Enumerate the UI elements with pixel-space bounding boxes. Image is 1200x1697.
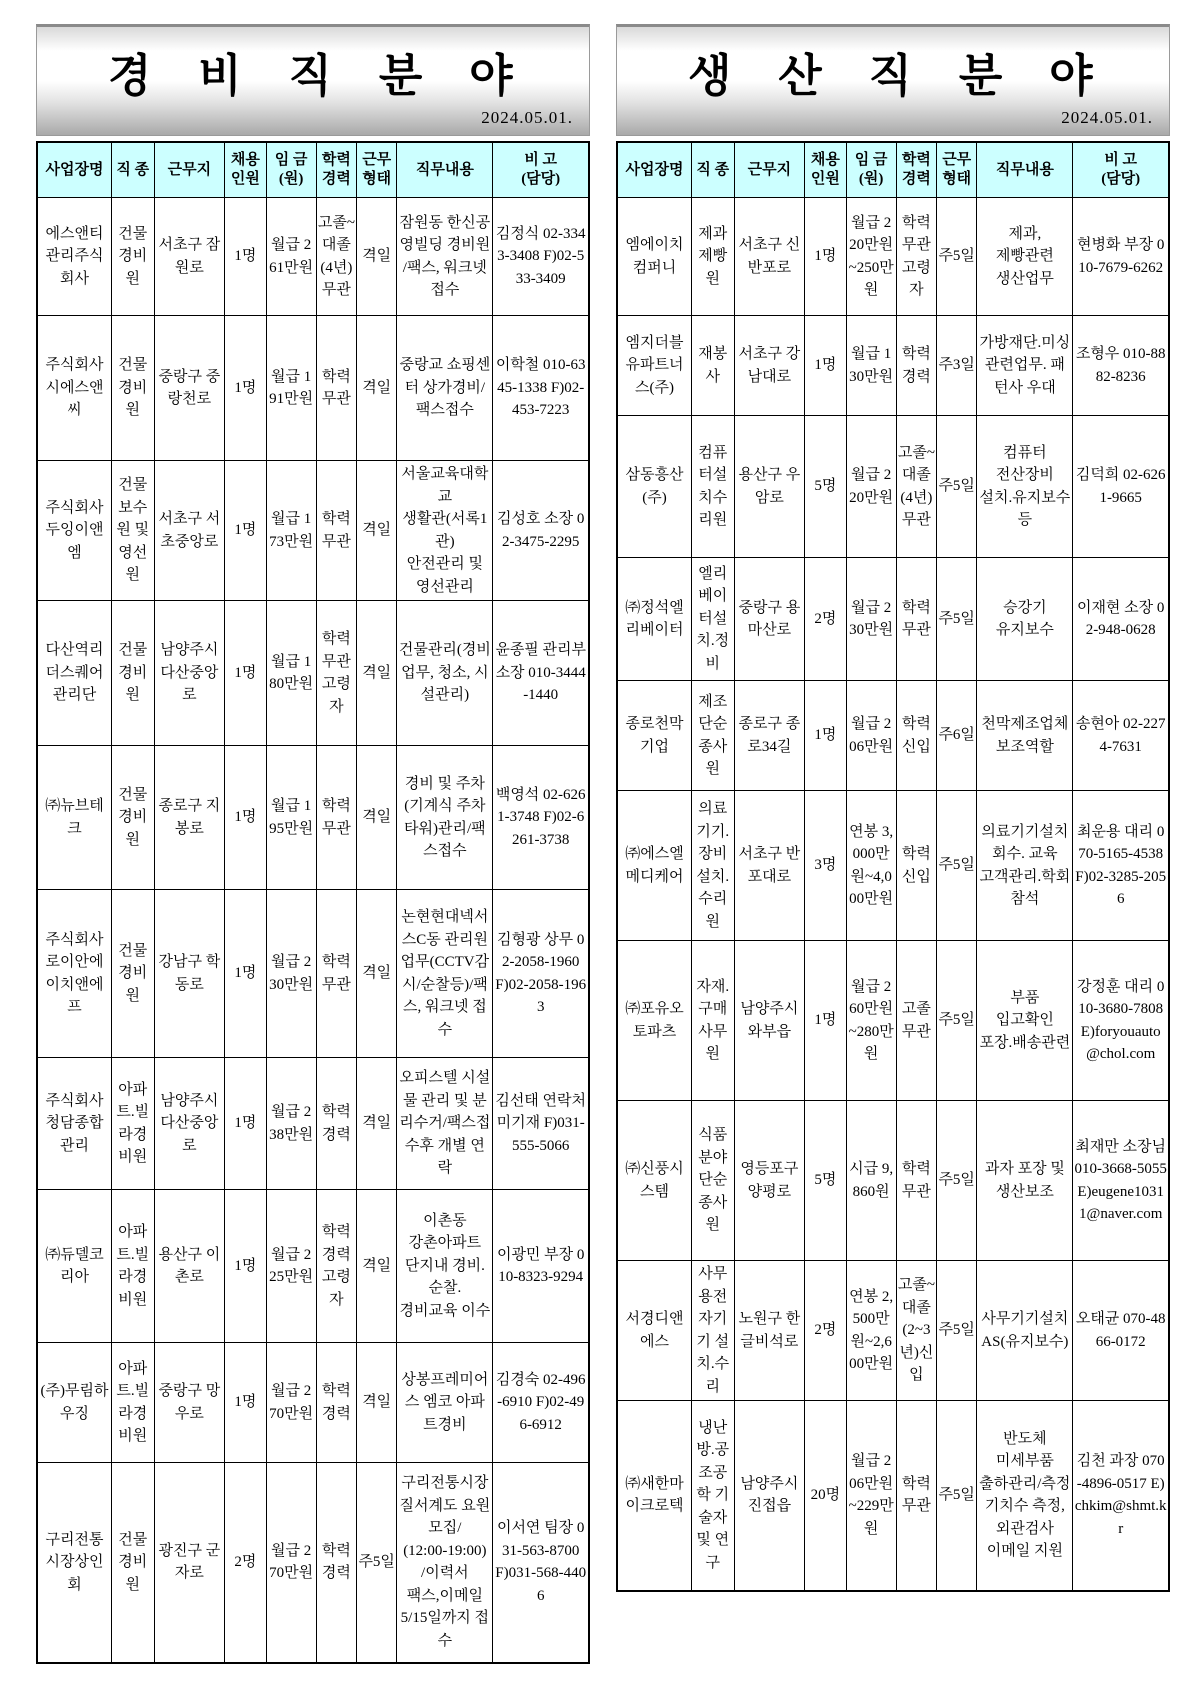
security-banner [36,24,590,136]
table-row [617,941,1169,1101]
cell-wage: 월급 220만원~250만원 [846,198,896,316]
table-row [37,1058,589,1190]
cell-openings: 1명 [225,461,266,601]
cell-schedule: 주5일 [937,1101,977,1261]
cell-job-type: 건물경비원 [112,198,155,316]
table-row [37,461,589,601]
cell-wage: 월급 191만원 [266,316,316,461]
cell-company: 서경디앤에스 [617,1261,692,1401]
cell-schedule: 주5일 [937,198,977,316]
cell-contact: 김경숙 02-496-6910 F)02-496-6912 [493,1343,589,1463]
cell-contact: 윤종필 관리부소장 010-3444-1440 [493,601,589,746]
production-date: 2024.05.01. [1061,108,1153,127]
table-row [37,198,589,316]
cell-schedule: 격일 [357,461,397,601]
cell-education: 고졸~대졸(4년)무관 [896,416,936,558]
cell-education: 학력경력고령자 [316,1190,356,1343]
cell-wage: 월급 180만원 [266,601,316,746]
cell-job-type: 제과제빵원 [692,198,735,316]
cell-schedule: 격일 [357,1058,397,1190]
cell-contact: 김형광 상무 02-2058-1960 F)02-2058-1963 [493,890,589,1058]
table-row [37,601,589,746]
cell-company: 주식회사시에스앤씨 [37,316,112,461]
cell-job-type: 아파트.빌라경비원 [112,1190,155,1343]
cell-education: 학력무관 고령자 [896,198,936,316]
cell-education: 고졸~대졸(2~3년)신입 [896,1261,936,1401]
cell-education: 학력신입 [896,791,936,941]
table-row [617,316,1169,416]
table-row [37,316,589,461]
cell-contact: 김천 과장 070-4896-0517 E)chkim@shmt.kr [1073,1401,1169,1591]
cell-location: 광진구 군자로 [154,1463,225,1663]
table-row [617,1261,1169,1401]
cell-contact: 오태균 070-4866-0172 [1073,1261,1169,1401]
column-header-schedule: 근무 형태 [937,142,977,198]
cell-company: ㈜신풍시스템 [617,1101,692,1261]
security-title: 경 비 직 분 야 [108,51,518,101]
cell-job-type: 아파트.빌라경비원 [112,1058,155,1190]
cell-schedule: 격일 [357,316,397,461]
cell-duties: 컴퓨터 전산장비 설치.유지보수등 [977,416,1073,558]
cell-wage: 월급 173만원 [266,461,316,601]
cell-contact: 송현아 02-2274-7631 [1073,681,1169,791]
cell-duties: 경비 및 주차(기계식 주차타워)관리/팩스접수 [397,746,493,890]
cell-location: 남양주시 다산중앙로 [154,1058,225,1190]
cell-location: 중랑구 망우로 [154,1343,225,1463]
column-header-location: 근무지 [154,142,225,198]
cell-wage: 연봉 2,500만원~2,600만원 [846,1261,896,1401]
column-header-openings: 채용 인원 [225,142,266,198]
cell-duties: 사무기기설치 AS(유지보수) [977,1261,1073,1401]
cell-contact: 백영석 02-6261-3748 F)02-6261-3738 [493,746,589,890]
cell-location: 종로구 지봉로 [154,746,225,890]
cell-job-type: 건물경비원 [112,601,155,746]
cell-job-type: 의료기기.장비설치.수리원 [692,791,735,941]
column-header-location: 근무지 [734,142,805,198]
security-jobs-panel [36,24,590,1664]
header-row [617,142,1169,198]
cell-duties: 중랑교 쇼핑센터 상가경비/팩스접수 [397,316,493,461]
cell-openings: 2명 [225,1463,266,1663]
cell-company: 주식회사청담종합관리 [37,1058,112,1190]
production-jobs-panel [616,24,1170,1664]
cell-duties: 잠원동 한신공영빌딩 경비원 /팩스, 워크넷접수 [397,198,493,316]
cell-openings: 1명 [225,746,266,890]
cell-schedule: 주5일 [937,558,977,681]
table-row [37,1190,589,1343]
cell-wage: 시급 9,860원 [846,1101,896,1261]
cell-job-type: 제조단순종사원 [692,681,735,791]
cell-contact: 김성호 소장 02-3475-2295 [493,461,589,601]
cell-wage: 월급 206만원 [846,681,896,791]
cell-company: 주식회사로이안에이치앤에프 [37,890,112,1058]
cell-wage: 월급 225만원 [266,1190,316,1343]
cell-schedule: 주3일 [937,316,977,416]
column-header-duties: 직무내용 [977,142,1073,198]
table-row [37,1343,589,1463]
cell-company: 삼동흥산(주) [617,416,692,558]
cell-openings: 1명 [805,198,846,316]
security-date: 2024.05.01. [481,108,573,127]
cell-duties: 천막제조업체 보조역할 [977,681,1073,791]
cell-location: 중랑구 용마산로 [734,558,805,681]
column-header-education: 학력 경력 [316,142,356,198]
cell-wage: 월급 230만원 [266,890,316,1058]
cell-job-type: 건물경비원 [112,1463,155,1663]
cell-education: 학력무관 [896,558,936,681]
cell-job-type: 사무용전자기기 설치.수리 [692,1261,735,1401]
cell-location: 용산구 우암로 [734,416,805,558]
cell-duties: 건물관리(경비업무, 청소, 시설관리) [397,601,493,746]
table-row [37,1463,589,1663]
cell-job-type: 건물경비원 [112,746,155,890]
cell-schedule: 격일 [357,601,397,746]
table-row [617,1401,1169,1591]
table-row [617,198,1169,316]
cell-openings: 1명 [805,316,846,416]
table-row [617,681,1169,791]
table-row [617,1101,1169,1261]
cell-wage: 월급 195만원 [266,746,316,890]
cell-education: 고졸무관 [896,941,936,1101]
column-header-openings: 채용 인원 [805,142,846,198]
cell-location: 남양주시 와부읍 [734,941,805,1101]
cell-openings: 1명 [225,198,266,316]
cell-education: 학력무관 [316,890,356,1058]
cell-duties: 승강기 유지보수 [977,558,1073,681]
cell-location: 서초구 서초중앙로 [154,461,225,601]
cell-wage: 월급 270만원 [266,1463,316,1663]
cell-schedule: 주5일 [937,791,977,941]
cell-job-type: 컴퓨터설치수리원 [692,416,735,558]
cell-schedule: 격일 [357,746,397,890]
cell-education: 학력경력 [316,1058,356,1190]
column-header-company: 사업장명 [37,142,112,198]
cell-openings: 5명 [805,1101,846,1261]
cell-schedule: 격일 [357,890,397,1058]
cell-duties: 부품 입고확인 포장.배송관련 [977,941,1073,1101]
security-jobs-table [36,141,590,1664]
cell-schedule: 격일 [357,1343,397,1463]
cell-schedule: 주6일 [937,681,977,791]
cell-schedule: 주5일 [357,1463,397,1663]
table-row [37,746,589,890]
cell-job-type: 냉난방.공조공학 기술자 및 연구 [692,1401,735,1591]
cell-openings: 20명 [805,1401,846,1591]
table-row [37,890,589,1058]
cell-openings: 1명 [225,601,266,746]
cell-openings: 5명 [805,416,846,558]
cell-job-type: 아파트.빌라경비원 [112,1343,155,1463]
cell-company: 종로천막기업 [617,681,692,791]
production-title: 생 산 직 분 야 [688,51,1098,101]
cell-duties: 과자 포장 및 생산보조 [977,1101,1073,1261]
cell-openings: 1명 [805,941,846,1101]
cell-openings: 1명 [225,1058,266,1190]
cell-education: 학력경력 [316,1463,356,1663]
cell-openings: 1명 [225,890,266,1058]
cell-company: ㈜에스엘메디케어 [617,791,692,941]
cell-openings: 1명 [225,316,266,461]
cell-schedule: 주5일 [937,941,977,1101]
cell-job-type: 자재.구매사무원 [692,941,735,1101]
cell-duties: 오피스텔 시설물 관리 및 분리수거/팩스접수후 개별 연락 [397,1058,493,1190]
cell-location: 노원구 한글비석로 [734,1261,805,1401]
cell-location: 강남구 학동로 [154,890,225,1058]
cell-location: 용산구 이촌로 [154,1190,225,1343]
cell-location: 서초구 반포대로 [734,791,805,941]
cell-contact: 강정훈 대리 010-3680-7808 E)foryouauto@chol.com [1073,941,1169,1101]
cell-wage: 월급 238만원 [266,1058,316,1190]
column-header-education: 학력 경력 [896,142,936,198]
cell-education: 학력무관 고령자 [316,601,356,746]
cell-wage: 월급 220만원 [846,416,896,558]
cell-contact: 김정식 02-3343-3408 F)02-533-3409 [493,198,589,316]
cell-wage: 월급 261만원 [266,198,316,316]
cell-company: ㈜새한마이크로텍 [617,1401,692,1591]
cell-education: 학력무관 [896,1101,936,1261]
cell-contact: 이학철 010-6345-1338 F)02-453-7223 [493,316,589,461]
cell-contact: 김덕희 02-6261-9665 [1073,416,1169,558]
cell-company: ㈜포유오토파츠 [617,941,692,1101]
cell-company: 주식회사두잉이앤엠 [37,461,112,601]
cell-wage: 월급 270만원 [266,1343,316,1463]
table-row [617,416,1169,558]
cell-company: 구리전통시장상인회 [37,1463,112,1663]
table-row [617,791,1169,941]
cell-duties: 서울교육대학교 생활관(서록1관) 안전관리 및 영선관리 [397,461,493,601]
cell-contact: 조형우 010-8882-8236 [1073,316,1169,416]
cell-contact: 이서연 팀장 031-563-8700 F)031-568-4406 [493,1463,589,1663]
cell-company: ㈜뉴브테크 [37,746,112,890]
cell-education: 학력신입 [896,681,936,791]
cell-education: 고졸~대졸(4년)무관 [316,198,356,316]
cell-schedule: 주5일 [937,1261,977,1401]
cell-duties: 구리전통시장 질서계도 요원 모집/ (12:00-19:00) /이력서 팩스,이메일 5/15일까지 접수 [397,1463,493,1663]
cell-duties: 상봉프레미어스 엠코 아파트경비 [397,1343,493,1463]
cell-duties: 이촌동 강촌아파트 단지내 경비. 순찰. 경비교육 이수 [397,1190,493,1343]
cell-schedule: 격일 [357,1190,397,1343]
cell-contact: 이광민 부장 010-8323-9294 [493,1190,589,1343]
cell-schedule: 격일 [357,198,397,316]
cell-job-type: 건물경비원 [112,890,155,1058]
cell-company: 엠지더블유파트너스(주) [617,316,692,416]
cell-duties: 가방재단.미싱관련업무. 패턴사 우대 [977,316,1073,416]
cell-openings: 1명 [225,1343,266,1463]
column-header-contact: 비 고 (담당) [493,142,589,198]
cell-company: 에스앤티관리주식회사 [37,198,112,316]
cell-job-type: 건물보수원 및 영선원 [112,461,155,601]
production-jobs-table [616,141,1170,1592]
cell-contact: 최재만 소장님 010-3668-5055 E)eugene10311@naver.com [1073,1101,1169,1261]
cell-location: 남양주시 진접읍 [734,1401,805,1591]
column-header-wage: 임 금 (원) [846,142,896,198]
cell-location: 중랑구 중랑천로 [154,316,225,461]
column-header-schedule: 근무 형태 [357,142,397,198]
cell-education: 학력무관 [316,746,356,890]
cell-location: 서초구 잠원로 [154,198,225,316]
header-row [37,142,589,198]
column-header-job-type: 직 종 [692,142,735,198]
cell-company: 다산역리더스퀘어관리단 [37,601,112,746]
column-header-wage: 임 금 (원) [266,142,316,198]
cell-duties: 제과, 제빵관련 생산업무 [977,198,1073,316]
cell-contact: 최운용 대리 070-5165-4538 F)02-3285-2056 [1073,791,1169,941]
cell-duties: 의료기기설치 회수. 교육 고객관리.학회참석 [977,791,1073,941]
production-table-header [617,142,1169,198]
column-header-duties: 직무내용 [397,142,493,198]
cell-openings: 1명 [225,1190,266,1343]
cell-schedule: 주5일 [937,1401,977,1591]
cell-location: 영등포구 양평로 [734,1101,805,1261]
cell-duties: 반도체 미세부품 출하관리/측정기치수 측정,외관검사 이메일 지원 [977,1401,1073,1591]
cell-contact: 김선태 연락처 미기재 F)031-555-5066 [493,1058,589,1190]
cell-education: 학력경력 [316,1343,356,1463]
cell-wage: 연봉 3,000만원~4,000만원 [846,791,896,941]
cell-openings: 1명 [805,681,846,791]
cell-job-type: 재봉사 [692,316,735,416]
cell-contact: 이재현 소장 02-948-0628 [1073,558,1169,681]
table-row [617,558,1169,681]
cell-wage: 월급 130만원 [846,316,896,416]
cell-openings: 3명 [805,791,846,941]
column-header-contact: 비 고 (담당) [1073,142,1169,198]
cell-company: ㈜정석엘리베이터 [617,558,692,681]
column-header-company: 사업장명 [617,142,692,198]
cell-wage: 월급 230만원 [846,558,896,681]
cell-wage: 월급 260만원~280만원 [846,941,896,1101]
security-table-body [37,198,589,1663]
cell-location: 서초구 강남대로 [734,316,805,416]
production-table-body [617,198,1169,1591]
cell-job-type: 건물경비원 [112,316,155,461]
cell-openings: 2명 [805,558,846,681]
production-banner [616,24,1170,136]
cell-location: 종로구 종로34길 [734,681,805,791]
cell-education: 학력무관 [316,461,356,601]
cell-wage: 월급 206만원~229만원 [846,1401,896,1591]
cell-education: 학력무관 [896,1401,936,1591]
cell-location: 남양주시 다산중앙로 [154,601,225,746]
cell-contact: 현병화 부장 010-7679-6262 [1073,198,1169,316]
cell-duties: 논현현대넥서스C동 관리원업무(CCTV감시/순찰등)/팩스, 워크넷 접수 [397,890,493,1058]
cell-company: (주)무림하우징 [37,1343,112,1463]
cell-openings: 2명 [805,1261,846,1401]
cell-company: 엠에이치컴퍼니 [617,198,692,316]
cell-location: 서초구 신반포로 [734,198,805,316]
cell-job-type: 식품분야단순종사원 [692,1101,735,1261]
cell-education: 학력무관 [316,316,356,461]
security-table-header [37,142,589,198]
cell-job-type: 엘리베이터설치.정비 [692,558,735,681]
column-header-job-type: 직 종 [112,142,155,198]
cell-education: 학력경력 [896,316,936,416]
cell-company: ㈜듀델코리아 [37,1190,112,1343]
cell-schedule: 주5일 [937,416,977,558]
